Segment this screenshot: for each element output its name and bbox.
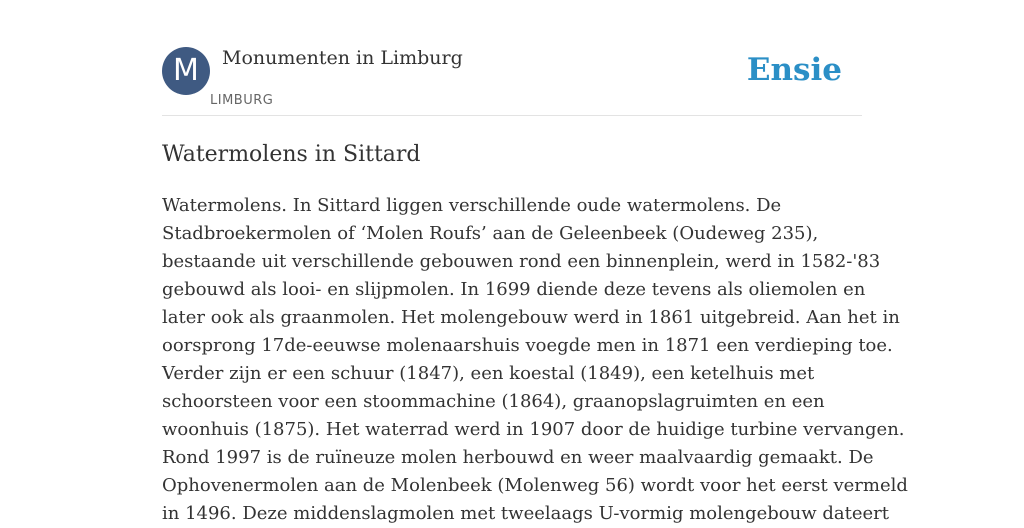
article-line: gebouwd als looi- en slijpmolen. In 1699 diende deze tevens als oliemolen en [162, 279, 866, 300]
article-line: woonhuis (1875). Het waterrad werd in 1907 door de huidige turbine vervangen. [162, 419, 905, 440]
article-line: schoorsteen voor een stoommachine (1864), graanopslagruimten en een [162, 391, 825, 412]
article-line: in 1496. Deze middenslagmolen met tweelaags U-vormig molengebouw dateert [162, 503, 889, 524]
category-label[interactable]: LIMBURG [210, 93, 274, 108]
article-line: bestaande uit verschillende gebouwen rond een binnenplein, werd in 1582-'83 [162, 251, 881, 272]
article-line: Ophovenermolen aan de Molenbeek (Molenweg 56) wordt voor het eerst vermeld [162, 475, 908, 496]
article-line: later ook als graanmolen. Het molengebouw werd in 1861 uitgebreid. Aan het in [162, 307, 900, 328]
article-title: Watermolens in Sittard [162, 142, 421, 167]
header-divider [162, 115, 862, 116]
article-line: Watermolens. In Sittard liggen verschillende oude watermolens. De [162, 195, 782, 216]
article-body [162, 192, 908, 528]
ensie-logo[interactable]: Ensie [746, 52, 842, 88]
avatar[interactable]: M [162, 47, 210, 95]
header [162, 46, 862, 116]
article-line: oorsprong 17de-eeuwse molenaarshuis voegde men in 1871 een verdieping toe. [162, 335, 893, 356]
article-line: Rond 1997 is de ruïneuze molen herbouwd en weer maalvaardig gemaakt. De [162, 447, 874, 468]
article-line: Stadbroekermolen of ‘Molen Roufs’ aan de Geleenbeek (Oudeweg 235), [162, 223, 819, 244]
book-title-link[interactable]: Monumenten in Limburg [222, 47, 463, 69]
article-line: Verder zijn er een schuur (1847), een koestal (1849), een ketelhuis met [162, 363, 815, 384]
